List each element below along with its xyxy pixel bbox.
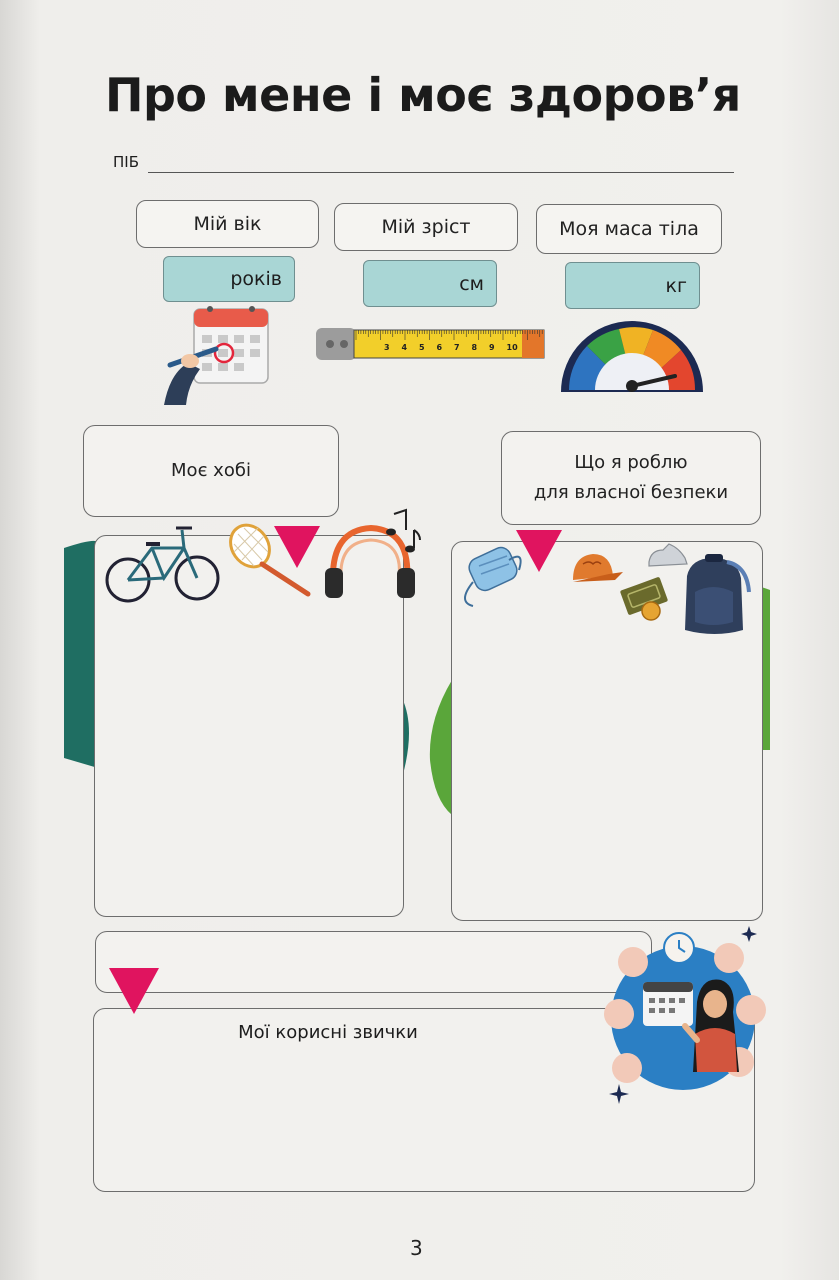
pink-triangle-hobby: [272, 524, 322, 570]
pink-triangle-safety: [514, 528, 564, 574]
safety-label-line1: Що я роблю: [574, 452, 688, 473]
tape-number: 5: [419, 343, 425, 352]
tape-measure-icon: [314, 322, 546, 366]
height-unit: см: [459, 272, 484, 295]
scale-gauge-icon: [557, 318, 707, 394]
backpack-icon: [673, 552, 755, 638]
page-number: 3: [410, 1236, 423, 1260]
height-label: Мій зріст: [381, 216, 471, 238]
tape-number: 3: [384, 343, 390, 352]
calendar-pen-icon: [160, 305, 280, 410]
safety-label-box: [501, 431, 761, 525]
pib-write-line[interactable]: [148, 172, 734, 173]
weight-input[interactable]: [565, 262, 700, 309]
age-label-box: [136, 200, 319, 248]
safety-label-line2: для власної безпеки: [533, 482, 729, 503]
habits-strip: [95, 931, 652, 993]
page-title: Про мене і моє здоров’я: [105, 68, 741, 122]
hobby-label-box: [83, 425, 339, 517]
age-input[interactable]: [163, 256, 295, 302]
age-label: Мій вік: [193, 213, 262, 235]
tape-number: 4: [401, 343, 408, 352]
pib-label: ПІБ: [113, 153, 139, 171]
tape-number: 7: [454, 343, 460, 352]
tape-number: 6: [436, 343, 443, 352]
tape-number: 9: [489, 343, 495, 352]
pink-triangle-habits: [107, 966, 161, 1016]
bicycle-icon: [104, 520, 224, 610]
weight-label: Моя маса тіла: [559, 218, 699, 240]
health-habits-illustration: [597, 922, 777, 1112]
hobby-label: Моє хобі: [171, 460, 251, 481]
height-label-box: [334, 203, 518, 251]
age-unit: років: [230, 268, 282, 290]
tape-number: 8: [471, 343, 478, 352]
weight-label-box: [536, 204, 722, 254]
tape-number: 10: [506, 343, 518, 352]
music-notes-icon: [384, 508, 424, 554]
habits-label: Мої корисні звички: [238, 1022, 418, 1043]
weight-unit: кг: [665, 274, 687, 297]
height-input[interactable]: [363, 260, 497, 307]
money-icon: [617, 573, 677, 623]
